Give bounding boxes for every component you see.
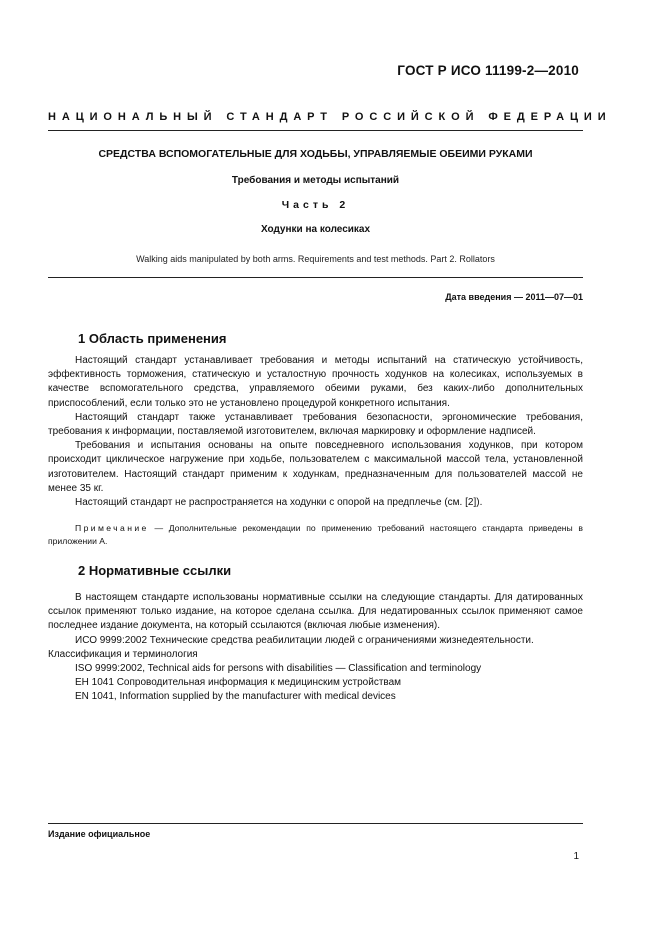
note-label: Примечание: [75, 523, 149, 533]
document-title: СРЕДСТВА ВСПОМОГАТЕЛЬНЫЕ ДЛЯ ХОДЬБЫ, УПРАВЛЯЕМЫЕ ОБЕИМИ РУКАМИ: [98, 148, 533, 160]
note: [48, 522, 583, 548]
section-2-body: [48, 591, 583, 705]
introduction-date: Дата введения — 2011—07—01: [445, 292, 583, 302]
header-rule: [48, 130, 583, 131]
official-edition: Издание официальное: [48, 829, 151, 839]
paragraph: Настоящий стандарт устанавливает требования и методы испытаний на статическую устойчивость, эффективность торможения, статическую и усталостную прочность ходунков на колесиках, используемых в качестве вспомогательного средства, управляемого обеими руками, без каких-либо дополнительных приспособлений, если только это не установлено процедурой конкретного испытания.: [48, 355, 583, 409]
title-rule: [48, 277, 583, 278]
document-subtitle: Требования и методы испытаний: [231, 175, 400, 186]
reference-item: EN 1041, Information supplied by the manufacturer with medical devices: [75, 691, 396, 703]
national-standard-line: НАЦИОНАЛЬНЫЙ СТАНДАРТ РОССИЙСКОЙ ФЕДЕРАЦИИ: [48, 111, 612, 123]
paragraph: В настоящем стандарте использованы нормативные ссылки на следующие стандарты. Для датированных ссылок применяют только издание, на которое сделана ссылка. Для недатированных ссылок применяют самое последнее издание документа, на который ссылаются (включая любые изменения).: [48, 592, 583, 632]
part-number: Часть 2: [281, 199, 350, 211]
section-1-body: [48, 354, 583, 510]
reference-item: ISO 9999:2002, Technical aids for persons with disabilities — Classification and terminology: [75, 663, 482, 675]
reference-item: ЕН 1041 Сопроводительная информация к медицинским устройствам: [75, 677, 402, 689]
standard-code: ГОСТ Р ИСО 11199-2—2010: [397, 63, 579, 78]
note-text: — Дополнительные рекомендации по применению требований настоящего стандарта приведены в приложении А.: [48, 523, 583, 546]
part-title: Ходунки на колесиках: [260, 224, 371, 235]
section-2-heading: 2 Нормативные ссылки: [78, 563, 232, 578]
section-1-heading: 1 Область применения: [78, 331, 227, 346]
paragraph: Настоящий стандарт не распространяется на ходунки с опорой на предплечье (см. [2]).: [75, 497, 483, 509]
reference-item: ИСО 9999:2002 Технические средства реабилитации людей с ограничениями жизнедеятельности. Классификация и терминология: [48, 634, 534, 660]
english-title: Walking aids manipulated by both arms. Requirements and test methods. Part 2. Rollators: [136, 254, 495, 264]
page-number: 1: [573, 851, 579, 862]
footer-rule: [48, 823, 583, 824]
paragraph: Настоящий стандарт также устанавливает требования безопасности, эргономические требования, требования к информации, поставляемой изготовителем, включая маркировку и оформление надписей.: [48, 411, 583, 438]
paragraph: Требования и испытания основаны на опыте повседневного использования ходунков, при котором происходит циклическое нагружение при ходьбе, пользователем с максимальной массой тела, установленной изготовителем. Настоящий стандарт применим к ходункам, предназначенным для пользователей массой не менее 35 кг.: [48, 440, 583, 494]
